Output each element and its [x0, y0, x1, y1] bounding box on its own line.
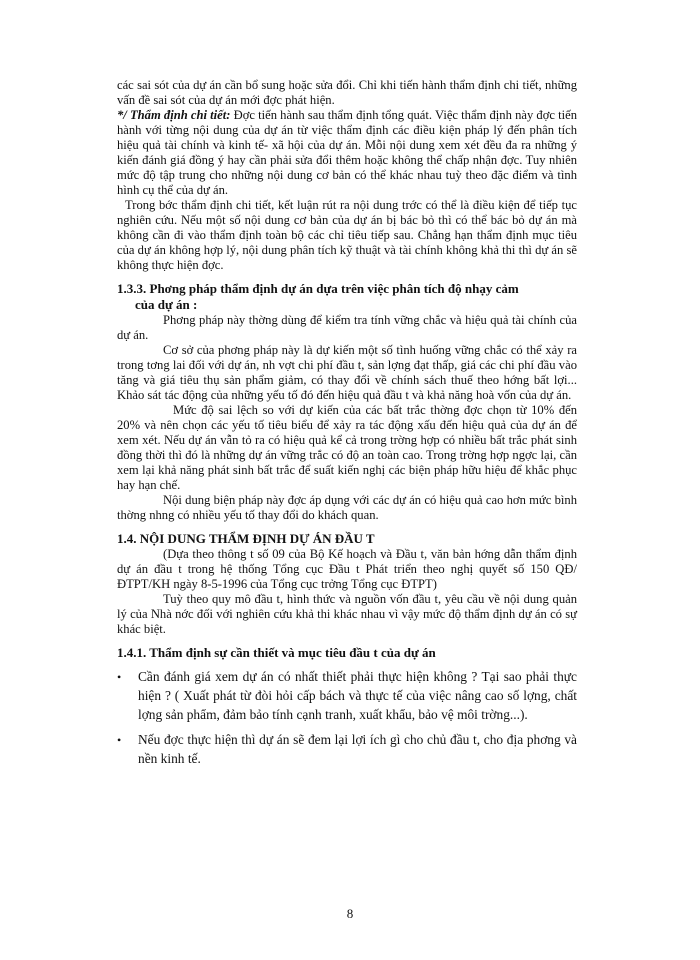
page-body — [117, 78, 577, 768]
paragraph-sensitivity-basis: Cơ sở của phơng pháp này là dự kiến một số tình huống vững chắc có thể xảy ra trong tơng lai đối với dự án, nh vợt chi phí đầu t, sản lợng đạt thấp, giá các chi phí đầu vào tăng và giá tiêu thụ sản phẩm giảm, có thay đổi về chính sách thuế theo hớng bất lợi... Khảo sát tác động của những yếu tố đó đến hiệu quả đầu t và khả năng hoà vốn của dự án. — [117, 343, 577, 402]
paragraph-method-application: Nội dung biện pháp này đợc áp dụng với các dự án có hiệu quả cao hơn mức bình thờng nhng có nhiều yếu tố thay đổi do khách quan. — [117, 493, 577, 522]
section-heading-1-4-1: 1.4.1. Thẩm định sự cần thiết và mục tiêu đầu t của dự án — [117, 645, 436, 660]
section-heading-1-3-3-line2: của dự án : — [135, 297, 198, 312]
bullet-item — [117, 730, 577, 768]
bullet-text: Cần đánh giá xem dự án có nhất thiết phải thực hiện không ? Tại sao phải thực hiện ? ( Xuất phát từ đòi hỏi cấp bách và thực tế của việc nâng cao số lợng, chất lợng sản phẩm, đảm bảo tính cạnh tranh, xuất khẩu, bảo vệ môi trờng...). — [138, 669, 577, 722]
bullet-item — [117, 667, 577, 724]
bullet-glyph: • — [117, 670, 122, 684]
paragraph-sensitivity-purpose: Phơng pháp này thờng dùng để kiểm tra tính vững chắc và hiệu quả tài chính của dự án. — [117, 313, 577, 342]
paragraph-detailed-appraisal — [117, 108, 577, 198]
page-number: 8 — [346, 906, 354, 921]
section-heading-1-3-3-line1: 1.3.3. Phơng pháp thẩm định dự án dựa trên việc phân tích độ nhạy cảm — [117, 281, 519, 296]
paragraph-deviation-level: Mức độ sai lệch so với dự kiến của các bất trắc thờng đợc chọn từ 10% đến 20% và nên chọn các yếu tố tiêu biểu để xảy ra tác động xấu đến hiệu quả của dự án để xem xét. Nếu dự án vẫn tỏ ra có hiệu quả kể cả trong trờng hợp có nhiều bất trắc phát sinh đồng thời thì đó là những dự án vững trắc có độ an toàn cao. Trong trờng hợp ngợc lại, cần xem lại khả năng phát sinh bất trắc để suất kiến nghị các biện pháp hữu hiệu để khắc phục hay hạn chế. — [117, 403, 577, 492]
paragraph-detailed-step: Trong bớc thẩm định chi tiết, kết luận rút ra nội dung trớc có thể là điều kiện để tiếp tục nghiên cứu. Nếu một số nội dung cơ bản của dự án bị bác bỏ thì có thể bác bỏ dự án mà không cần đi vào thẩm định toàn bộ các chỉ tiêu tiếp sau. Chẳng hạn thẩm định mục tiêu của dự án không hợp lý, nội dung phân tích kỹ thuật và tài chính không khả thi thì dự án sẽ không thực hiện đợc. — [117, 198, 577, 272]
bullet-glyph: • — [117, 733, 122, 747]
section-heading-1-4: 1.4. NỘI DUNG THẨM ĐỊNH DỰ ÁN ĐẦU T — [117, 531, 375, 546]
section-heading-1-3-3 — [117, 281, 577, 313]
bullet-text: Nếu đợc thực hiện thì dự án sẽ đem lại lợi ích gì cho chủ đầu t, cho địa phơng và nền kinh tế. — [138, 732, 577, 766]
detailed-appraisal-text: Đợc tiến hành sau thẩm định tổng quát. Việc thẩm định này đợc tiến hành với từng nội dung của dự án từ việc thẩm định các điều kiện pháp lý đến phân tích hiệu quả tài chính và kinh tế- xã hội của dự án. Mỗi nội dung xem xét đều đa ra những ý kiến đánh giá đồng ý hay cần phải sửa đổi thêm hoặc không thể chấp nhận đợc. Tuy nhiên mức độ tập trung cho những nội dung cơ bản có thể khác nhau tuỳ theo đặc điểm và tình hình cụ thể của dự án. — [117, 108, 578, 197]
paragraph-continuation: các sai sót của dự án cần bổ sung hoặc sửa đổi. Chỉ khi tiến hành thẩm định chi tiết, những vấn đề sai sót của dự án mới đợc phát hiện. — [117, 78, 577, 107]
paragraph-legal-basis: (Dựa theo thông t số 09 của Bộ Kế hoạch và Đầu t, văn bản hớng dẫn thẩm định dự án đầu t trong hệ thống Tổng cục Đầu t Phát triển theo nghị quyết số 150 QĐ/ĐTPT/KH ngày 8-5-1996 của Tổng cục trởng Tổng cục ĐTPT) — [117, 547, 577, 591]
paragraph-scale-dependence: Tuỳ theo quy mô đầu t, hình thức và nguồn vốn đầu t, yêu cầu về nội dung quản lý của Nhà nớc đối với nghiên cứu khả thi khác nhau vì vậy mức độ thẩm định dự án có sự khác biệt. — [117, 592, 577, 636]
detailed-appraisal-label: */ Thẩm định chi tiết: — [117, 108, 231, 122]
